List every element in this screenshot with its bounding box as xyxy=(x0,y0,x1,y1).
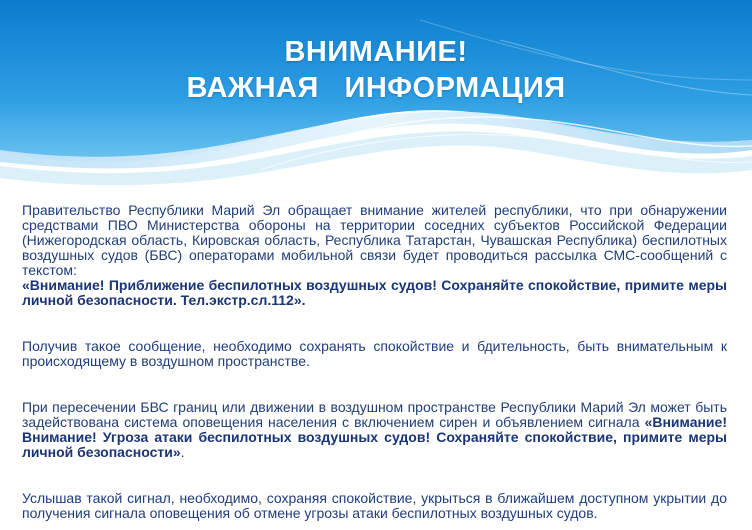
announcement-body xyxy=(22,203,727,521)
paragraph-intro: Правительство Республики Марий Эл обращает внимание жителей республики, что при обнаружении средствами ПВО Министерства обороны на территории соседних субъектов Российской Федерации (Нижегородская область, Кировская область, Республика Татарстан, Чувашская Республика) беспилотных воздушных судов (БВС) операторами мобильной связи будет проводиться рассылка СМС-сообщений с текстом: xyxy=(22,202,727,278)
paragraph-siren xyxy=(22,400,727,460)
siren-signal-text: «Внимание! Внимание! Угроза атаки беспилотных воздушных судов! Сохраняйте спокойствие, примите меры личной безопасности» xyxy=(22,414,727,460)
sms-message-text: «Внимание! Приближение беспилотных воздушных судов! Сохраняйте спокойствие, примите меры личной безопасности. Тел.экстр.сл.112». xyxy=(22,277,727,308)
title-line-1: ВНИМАНИЕ! xyxy=(284,36,468,68)
title-line-2: ВАЖНАЯ ИНФОРМАЦИЯ xyxy=(186,72,566,104)
page-title xyxy=(0,34,752,106)
siren-intro-text: При пересечении БВС границ или движении в воздушном пространстве Республики Марий Эл может быть задействована система оповещения населения с включением сирен и объявлением сигнала xyxy=(22,399,727,430)
paragraph-shelter-instructions: Услышав такой сигнал, необходимо, сохраняя спокойствие, укрыться в ближайшем доступном укрытии до получения сигнала оповещения об отмене угрозы атаки беспилотных воздушных судов. xyxy=(22,490,727,521)
paragraph-sms-instructions: Получив такое сообщение, необходимо сохранять спокойствие и бдительность, быть внимательным к происходящему в воздушном пространстве. xyxy=(22,338,727,369)
siren-end-punct: . xyxy=(180,444,185,460)
